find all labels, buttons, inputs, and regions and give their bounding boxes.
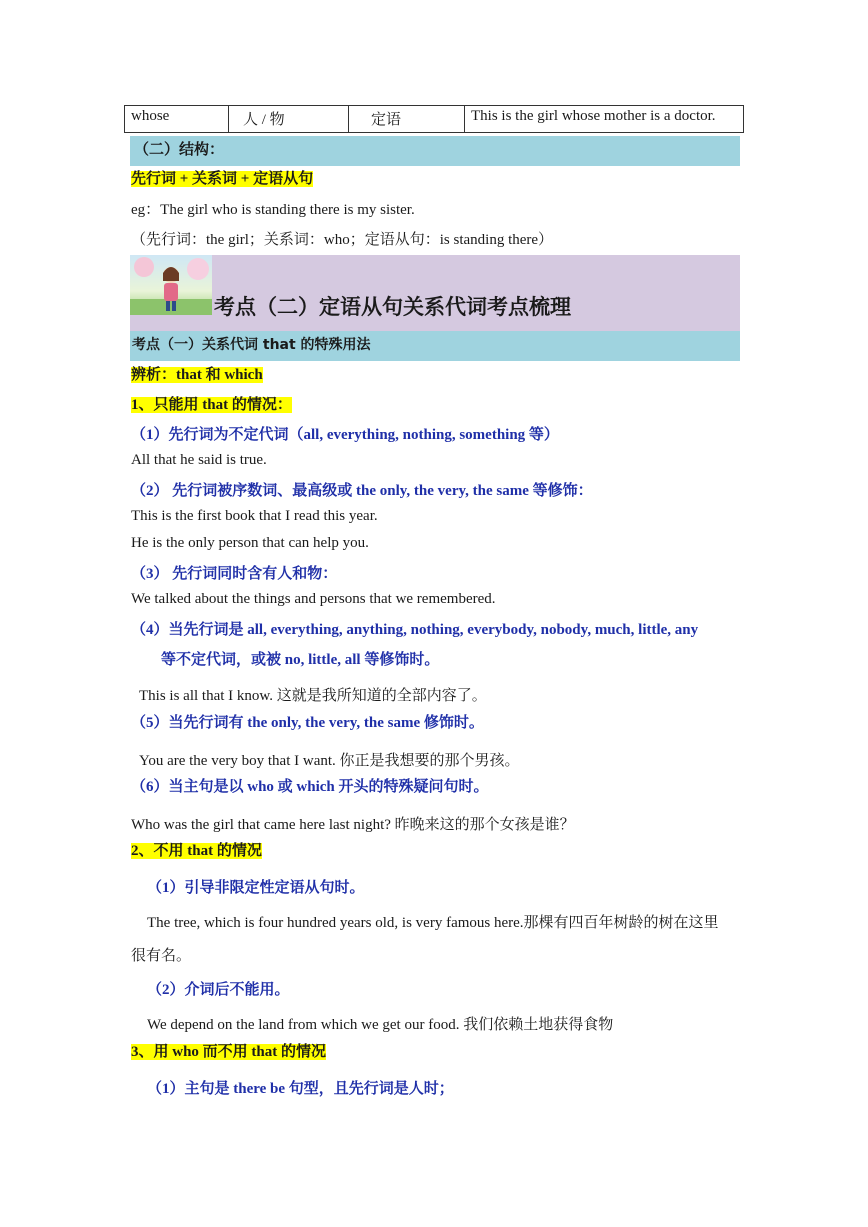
section2-heading: 2、不用 that 的情况 <box>131 843 262 859</box>
rule-1: （1）先行词为不定代词（all, everything, nothing, something 等） <box>131 427 559 443</box>
structure-formula-line <box>131 167 313 188</box>
only-that-heading: 1、只能用 that 的情况： <box>131 397 292 413</box>
no-that-rule-1-example-1: The tree, which is four hundred years old, is very famous here.那棵有四百年树龄的树在这里 <box>147 915 719 931</box>
section3-heading: 3、用 who 而不用 that 的情况 <box>131 1044 327 1060</box>
structure-explanation: （先行词：the girl；关系词：who；定语从句：is standing there） <box>131 232 554 248</box>
analysis-line <box>131 363 263 384</box>
rule-4-line-1: （4）当先行词是 all, everything, anything, nothing, everybody, nobody, much, little, any <box>131 622 699 638</box>
no-that-rule-2-example: We depend on the land from which we get our food. 我们依赖土地获得食物 <box>147 1017 614 1033</box>
no-that-rule-1: （1）引导非限定性定语从句时。 <box>147 880 365 896</box>
table-cell-function: 定语 <box>349 106 465 132</box>
structure-heading-bar <box>130 136 740 166</box>
section1-heading-bar <box>130 331 740 361</box>
rule-3-example: We talked about the things and persons that we remembered. <box>131 591 496 607</box>
section2-heading-line <box>131 839 262 860</box>
table-cell-example: This is the girl whose mother is a doctor. <box>471 108 716 124</box>
structure-heading: （二）结构： <box>134 142 225 158</box>
rule-3: （3） 先行词同时含有人和物： <box>131 566 338 582</box>
rule-2-example-2: He is the only person that can help you. <box>131 535 369 551</box>
rule-5: （5）当先行词有 the only, the very, the same 修饰时。 <box>131 715 484 731</box>
no-that-rule-1-example-2: 很有名。 <box>131 948 192 964</box>
rule-1-example: All that he said is true. <box>131 452 267 468</box>
no-that-rule-2: （2）介词后不能用。 <box>147 982 290 998</box>
rule-2: （2） 先行词被序数词、最高级或 the only, the very, the same 等修饰： <box>131 483 593 499</box>
rule-2-example-1: This is the first book that I read this year. <box>131 508 378 524</box>
table-cell-word: whose <box>125 106 229 132</box>
rule-6-example: Who was the girl that came here last night? 昨晚来这的那个女孩是谁？ <box>131 817 575 833</box>
section3-heading-line <box>131 1040 326 1061</box>
topic-banner <box>130 255 740 331</box>
banner-title: 考点（二）定语从句关系代词考点梳理 <box>214 295 571 319</box>
section1-heading: 考点（一）关系代词 that 的特殊用法 <box>132 337 371 353</box>
rule-4-line-2: 等不定代词，或被 no, little, all 等修饰时。 <box>161 652 440 668</box>
rule-6: （6）当主句是以 who 或 which 开头的特殊疑问句时。 <box>131 779 489 795</box>
table-cell-antecedent: 人 / 物 <box>229 106 349 132</box>
structure-formula: 先行词 + 关系词 + 定语从句 <box>131 171 314 187</box>
structure-example: eg：The girl who is standing there is my sister. <box>131 202 415 218</box>
girl-illustration-icon <box>130 255 212 315</box>
rule-4-example: This is all that I know. 这就是我所知道的全部内容了。 <box>139 688 487 704</box>
analysis-label: 辨析：that 和 which <box>131 367 263 383</box>
rule-5-example: You are the very boy that I want. 你正是我想要的那个男孩。 <box>139 753 520 769</box>
only-that-line <box>131 393 292 414</box>
who-rule-1: （1）主句是 there be 句型，且先行词是人时； <box>147 1081 454 1097</box>
table-row <box>124 105 744 133</box>
